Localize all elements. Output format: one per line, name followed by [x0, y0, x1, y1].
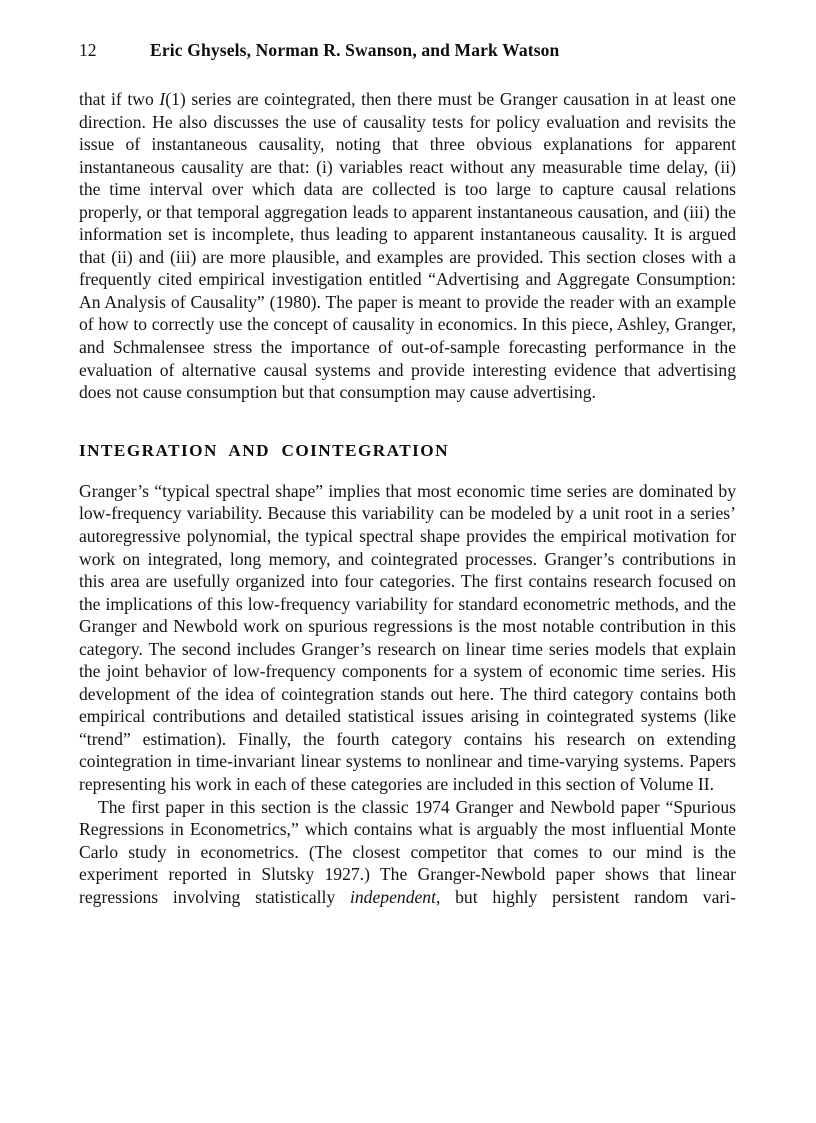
- spacer-before-heading: [79, 404, 736, 442]
- body-paragraph: Granger’s “typical spectral shape” implies that most economic time series are dominated by low-frequency variability. Because this variability can be modeled by a unit root in a series’ autoregressive polynomial, the typical spectral shape provides the empirical motivation for work on integrated, long memory, and cointegrated processes. Granger’s contributions in this area are usefully organized into four categories. The first contains research focused on the implications of this low-frequency variability for standard econometric methods, and the Granger and Newbold work on spurious regressions is the most notable contribution in this category. The second includes Granger’s research on linear time series models that explain the joint behavior of low-frequency components for a system of economic time series. His development of the idea of cointegration stands out here. The third category contains both empirical contributions and detailed statistical issues arising in cointegrated systems (like “trend” estimation). Finally, the fourth category contains his research on extending cointegration in time-invariant linear systems to nonlinear and time-varying systems. Papers representing his work in each of these categories are included in this section of Volume II.: [79, 480, 736, 794]
- page-number: 12: [79, 40, 97, 60]
- section-heading: INTEGRATION AND COINTEGRATION: [79, 440, 449, 460]
- body-paragraph: that if two I(1) series are cointegrated, then there must be Granger causation in at least one direction. He also discusses the use of causality tests for policy evaluation and revisits the issue of instantaneous causality, noting that three obvious explanations for apparent instantaneous causality are that: (i) variables react without any measurable time delay, (ii) the time interval over which data are collected is too large to capture causal relations properly, or that temporal aggregation leads to apparent instantaneous causation, and (iii) the information set is incomplete, thus leading to apparent instantaneous causality. It is argued that (ii) and (iii) are more plausible, and examples are provided. This section closes with a frequently cited empirical investigation entitled “Advertising and Aggregate Consumption: An Analysis of Causality” (1980). The paper is meant to provide the reader with an example of how to correctly use the concept of causality in economics. In this piece, Ashley, Granger, and Schmalensee stress the importance of out-of-sample forecasting performance in the evaluation of alternative causal systems and provide interesting evidence that advertising does not cause consumption but that consumption may cause advertising.: [79, 89, 736, 403]
- running-head-title: Eric Ghysels, Norman R. Swanson, and Mark Watson: [150, 40, 560, 60]
- body-paragraph: The first paper in this section is the classic 1974 Granger and Newbold paper “Spurious Regressions in Econometrics,” which contains what is arguably the most influential Monte Carlo study in econometrics. (The closest competitor that comes to our mind is the experiment reported in Slutsky 1927.) The Granger-Newbold paper shows that linear regressions involving statistically independent, but highly persistent random vari-: [79, 796, 736, 907]
- spacer-after-heading: [79, 459, 736, 480]
- body-text-block: [79, 88, 736, 908]
- running-head: [79, 42, 736, 66]
- italic-emphasis: independent: [350, 886, 436, 907]
- italic-emphasis: I: [159, 89, 166, 109]
